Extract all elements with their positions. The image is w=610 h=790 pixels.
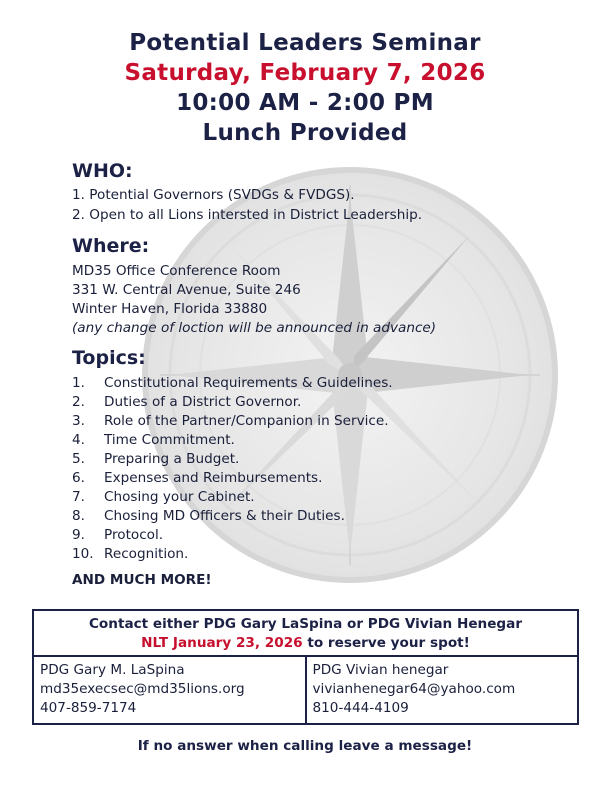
topic-item: [72, 507, 345, 526]
topic-number: 8.: [72, 508, 85, 524]
topic-text: Expenses and Reimbursements.: [104, 470, 323, 486]
topic-text: Protocol.: [104, 527, 164, 543]
contact-name: PDG Gary M. LaSpina: [40, 662, 185, 678]
contact-deadline-line: [34, 634, 577, 653]
topic-text: Duties of a District Governor.: [104, 394, 302, 410]
contact-email[interactable]: vivianhenegar64@yahoo.com: [312, 681, 516, 697]
topic-item: [72, 469, 322, 488]
topic-text: Role of the Partner/Companion in Service.: [104, 413, 389, 429]
who-item: 1. Potential Governors (SVDGs & FVDGS).: [72, 187, 355, 203]
contact-phone[interactable]: 810-444-4109: [312, 700, 409, 716]
footer-note: If no answer when calling leave a message!: [137, 738, 473, 754]
topics-heading: Topics:: [72, 347, 146, 369]
topic-item: [72, 374, 393, 393]
topic-text: Constitutional Requirements & Guidelines.: [104, 375, 393, 391]
contact-header: [34, 611, 577, 657]
contact-card-left: [34, 657, 307, 723]
where-heading: Where:: [72, 235, 150, 257]
topic-item: [72, 450, 239, 469]
topic-item: [72, 412, 389, 431]
topic-number: 10.: [72, 546, 94, 562]
seminar-title: Potential Leaders Seminar: [129, 30, 481, 56]
topic-number: 1.: [72, 375, 85, 391]
topic-number: 7.: [72, 489, 85, 505]
contact-card-right: [307, 657, 578, 723]
contact-name: PDG Vivian henegar: [312, 662, 449, 678]
topic-number: 4.: [72, 432, 85, 448]
topic-number: 9.: [72, 527, 85, 543]
topic-text: Chosing MD Officers & their Duties.: [104, 508, 345, 524]
contact-box: [32, 609, 579, 725]
topic-item: [72, 526, 163, 545]
seminar-date: Saturday, February 7, 2026: [124, 60, 486, 86]
who-item: 2. Open to all Lions intersted in District Leadership.: [72, 207, 423, 223]
topic-number: 2.: [72, 394, 85, 410]
topic-item: [72, 545, 188, 564]
topic-text: Preparing a Budget.: [104, 451, 240, 467]
lunch-note: Lunch Provided: [202, 120, 408, 146]
contact-line: Contact either PDG Gary LaSpina or PDG Vivian Henegar: [88, 616, 523, 632]
seminar-time: 10:00 AM - 2:00 PM: [176, 90, 434, 116]
more-note: AND MUCH MORE!: [72, 572, 212, 588]
where-line: Winter Haven, Florida 33880: [72, 301, 268, 317]
contact-details: [34, 657, 577, 723]
where-note: (any change of loction will be announced in advance): [72, 320, 437, 336]
topic-number: 3.: [72, 413, 85, 429]
contact-email[interactable]: md35execsec@md35lions.org: [40, 681, 245, 697]
topic-item: [72, 431, 235, 450]
topic-number: 6.: [72, 470, 85, 486]
topic-text: Recognition.: [104, 546, 189, 562]
rsvp-text: to reserve your spot!: [302, 635, 470, 651]
rsvp-deadline: NLT January 23, 2026: [141, 635, 303, 651]
header: [0, 28, 610, 148]
contact-phone[interactable]: 407-859-7174: [40, 700, 137, 716]
where-line: MD35 Office Conference Room: [72, 263, 281, 279]
topic-number: 5.: [72, 451, 85, 467]
topic-item: [72, 488, 255, 507]
who-heading: WHO:: [72, 160, 133, 182]
topic-text: Time Commitment.: [104, 432, 235, 448]
where-line: 331 W. Central Avenue, Suite 246: [72, 282, 301, 298]
topic-item: [72, 393, 301, 412]
topic-text: Chosing your Cabinet.: [104, 489, 255, 505]
